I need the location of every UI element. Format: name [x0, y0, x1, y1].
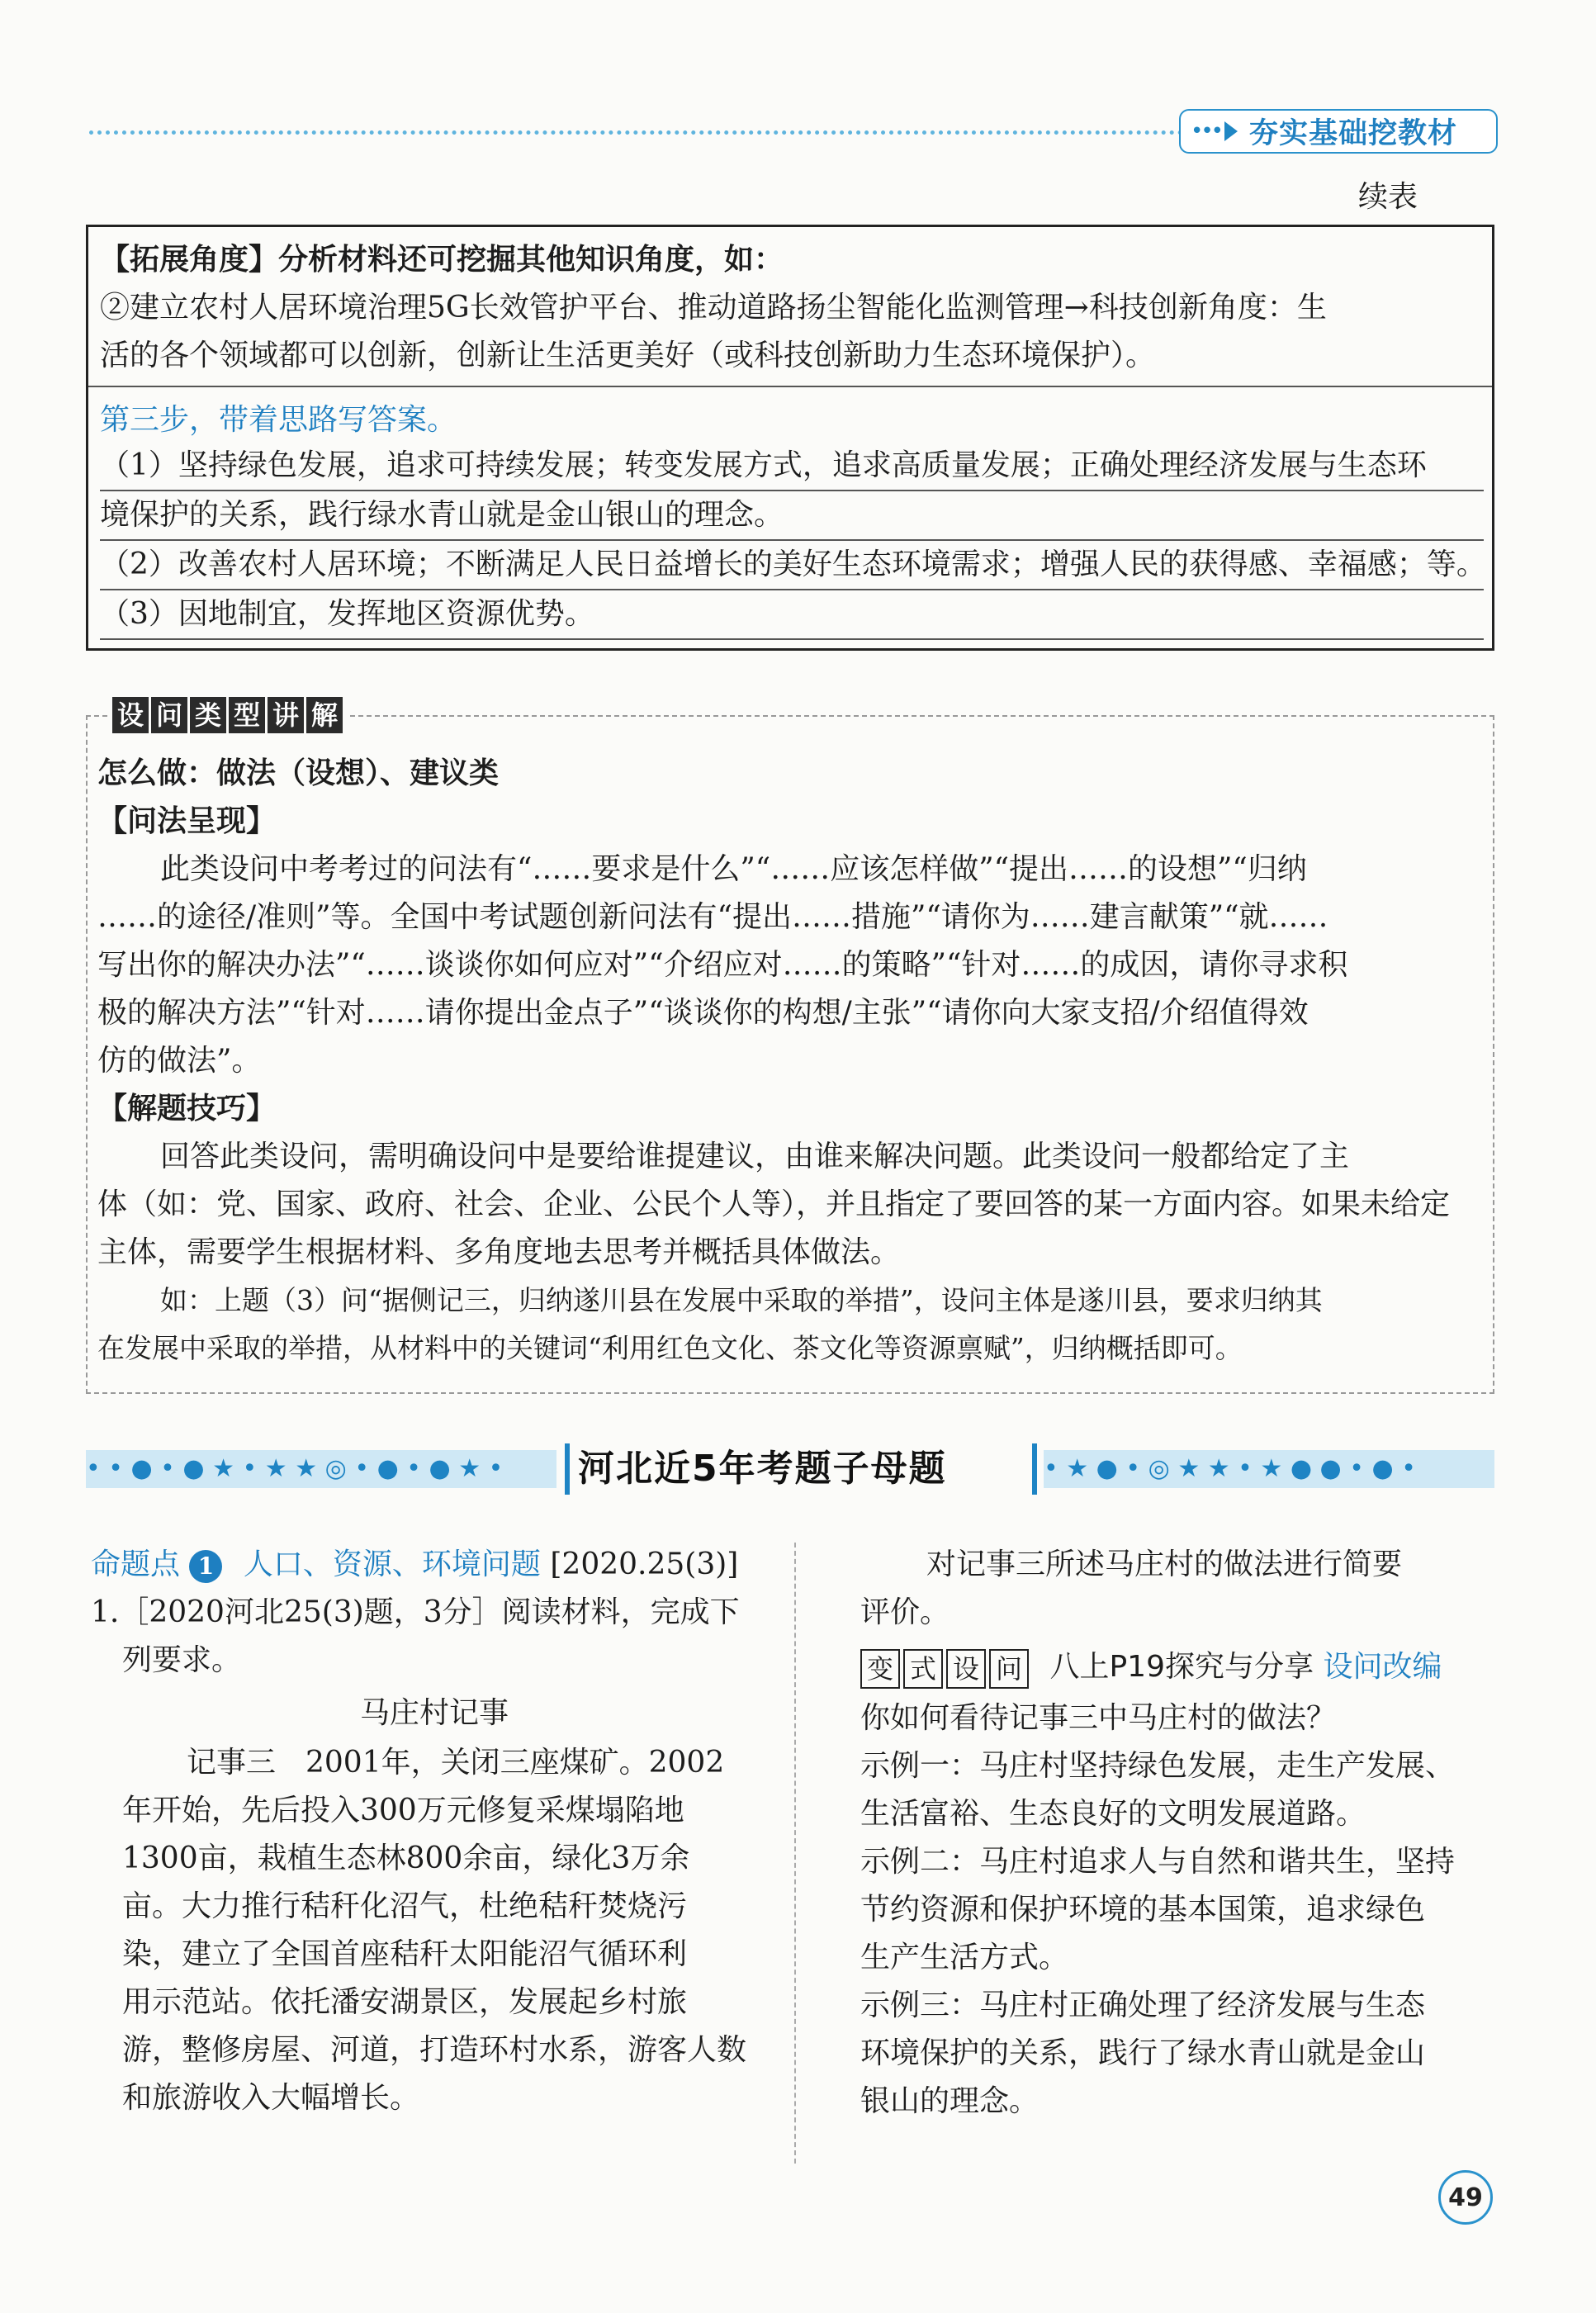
continued-table — [86, 225, 1494, 651]
example-line: 银山的理念。 — [860, 2084, 1040, 2118]
banner-bar — [565, 1443, 570, 1495]
variant-char: 问 — [989, 1649, 1029, 1689]
point-number-badge: 1 — [189, 1550, 222, 1583]
variant-char: 设 — [946, 1649, 986, 1689]
question-line: 1.［2020河北25(3)题，3分］阅读材料，完成下 — [91, 1595, 740, 1629]
title-char: 讲 — [268, 697, 304, 733]
variant-tag: 设问改编 — [1323, 1650, 1442, 1684]
tip-heading: 【解题技巧】 — [97, 1092, 277, 1126]
answer-line: 境保护的关系，践行绿水青山就是金山银山的理念。 — [100, 491, 1484, 541]
title-char: 设 — [112, 697, 149, 733]
dots-icon: ••• — [1191, 119, 1222, 144]
example-line: 节约资源和保护环境的基本国策，追求绿色 — [860, 1893, 1426, 1927]
variant-char: 式 — [903, 1649, 943, 1689]
title-char: 类 — [190, 697, 226, 733]
example-line: 示例二：马庄村追求人与自然和谐共生，坚持 — [860, 1845, 1456, 1879]
point-label: 命题点 — [91, 1548, 181, 1581]
answer-line: （3）因地制宜，发挥地区资源优势。 — [100, 590, 1484, 640]
tip-line: 体（如：党、国家、政府、社会、企业、公民个人等），并且指定了要回答的某一方面内容。如果未给定 — [97, 1187, 1451, 1221]
ask-line: ……的途径/准则”等。全国中考试题创新问法有“提出……措施”“请你为……建言献策”“就…… — [97, 900, 1328, 934]
banner-bar — [1032, 1443, 1037, 1495]
ask-line: 写出你的解决办法”“……谈谈你如何应对”“介绍应对……的策略”“针对……的成因，请你寻求积 — [97, 948, 1348, 982]
example-line: 示例三：马庄村正确处理了经济发展与生态 — [860, 1988, 1426, 2022]
banner-title: 河北近5年考题子母题 — [578, 1448, 947, 1490]
page-number: 49 — [1438, 2170, 1493, 2225]
example-line: 环境保护的关系，践行了绿水青山就是金山 — [860, 2036, 1426, 2070]
title-char: 型 — [229, 697, 265, 733]
title-char: 问 — [151, 697, 187, 733]
question-type-box — [86, 699, 1494, 1394]
section-banner — [86, 1443, 1494, 1495]
story-line: 记事三 2001年，关闭三座煤矿。2002 — [187, 1746, 725, 1780]
banner-decoration-right: • ★ ● • ◎ ★ ★ • ★ ● ● • ● • — [1044, 1450, 1494, 1488]
tip-example-line: 如：上题（3）问“据侧记三，归纳遂川县在发展中采取的举措”，设问主体是遂川县，要求归纳其 — [160, 1284, 1323, 1316]
answer-line: （2）改善农村人居环境；不断满足人民日益增长的美好生态环境需求；增强人民的获得感、幸福感；等。 — [100, 541, 1484, 590]
story-line: 和旅游收入大幅增长。 — [122, 2081, 420, 2115]
story-line: 1300亩，栽植生态林800余亩，绿化3万余 — [122, 1841, 690, 1875]
column-divider — [794, 1543, 796, 2164]
requirement-line: 评价。 — [860, 1595, 950, 1629]
example-line: 示例一：马庄村坚持绿色发展，走生产发展、 — [860, 1749, 1456, 1783]
proposition-point — [91, 1541, 738, 1589]
expand-line: ②建立农村人居环境治理5G长效管护平台、推动道路扬尘智能化监测管理→科技创新角度：生 — [100, 291, 1327, 325]
tip-line: 回答此类设问，需明确设问中是要给谁提建议，由谁来解决问题。此类设问一般都给定了主 — [160, 1140, 1350, 1173]
arrow-right-icon — [1224, 121, 1238, 141]
example-line: 生产生活方式。 — [860, 1941, 1069, 1974]
example-line: 生活富裕、生态良好的文明发展道路。 — [860, 1797, 1366, 1831]
expand-title: 【拓展角度】分析材料还可挖掘其他知识角度，如： — [100, 243, 784, 277]
point-ref: [2020.25(3)] — [550, 1548, 739, 1581]
answer-line: （1）坚持绿色发展，追求可持续发展；转变发展方式，追求高质量发展；正确处理经济发展与生态环 — [100, 442, 1484, 491]
story-title: 马庄村记事 — [360, 1696, 509, 1730]
continued-label: 续表 — [1358, 180, 1418, 214]
tip-line: 主体，需要学生根据材料、多角度地去思考并概括具体做法。 — [97, 1235, 901, 1269]
step3-title: 第三步，带着思路写答案。 — [100, 403, 457, 437]
requirement-line: 对记事三所述马庄村的做法进行简要 — [926, 1548, 1403, 1581]
ask-line: 此类设问中考考过的问法有“……要求是什么”“……应该怎样做”“提出……的设想”“归纳 — [160, 852, 1307, 886]
story-line: 游，整修房屋、河道，打造环村水系，游客人数 — [122, 2033, 747, 2067]
story-line: 染，建立了全国首座秸秆太阳能沼气循环利 — [122, 1937, 688, 1971]
title-char: 解 — [306, 697, 343, 733]
story-line: 用示范站。依托潘安湖景区，发展起乡村旅 — [122, 1985, 688, 2019]
story-line: 年开始，先后投入300万元修复采煤塌陷地 — [122, 1794, 684, 1827]
point-topic: 人口、资源、环境问题 — [243, 1548, 541, 1581]
question-line: 列要求。 — [122, 1643, 242, 1677]
header-dotted-rule — [89, 130, 1183, 135]
variant-char: 变 — [860, 1649, 900, 1689]
variant-question: 你如何看待记事三中马庄村的做法？ — [860, 1701, 1337, 1735]
ask-line: 仿的做法”。 — [97, 1044, 262, 1078]
variant-question-header — [860, 1643, 1442, 1691]
section-tag — [1179, 109, 1498, 154]
tip-example-line: 在发展中采取的举措，从材料中的关键词“利用红色文化、茶文化等资源禀赋”，归纳概括即可。 — [97, 1332, 1243, 1364]
table-divider — [88, 386, 1492, 396]
banner-decoration-left: • • ● • ● ★ • ★ ★ ◎ • ● • ● ★ • — [86, 1450, 556, 1488]
question-type-subtitle: 怎么做：做法（设想）、建议类 — [97, 756, 500, 790]
ask-line: 极的解决方法”“针对……请你提出金点子”“谈谈你的构想/主张”“请你向大家支招/介绍值得效 — [97, 996, 1309, 1030]
ask-heading: 【问法呈现】 — [97, 804, 277, 838]
expand-line: 活的各个领域都可以创新，创新让生活更美好（或科技创新助力生态环境保护）。 — [100, 339, 1156, 372]
story-line: 亩。大力推行秸秆化沼气，杜绝秸秆焚烧污 — [122, 1889, 688, 1923]
section-tag-label: 夯实基础挖教材 — [1249, 117, 1458, 150]
question-type-title — [109, 697, 348, 733]
variant-source: 八上P19探究与分享 — [1049, 1650, 1314, 1684]
